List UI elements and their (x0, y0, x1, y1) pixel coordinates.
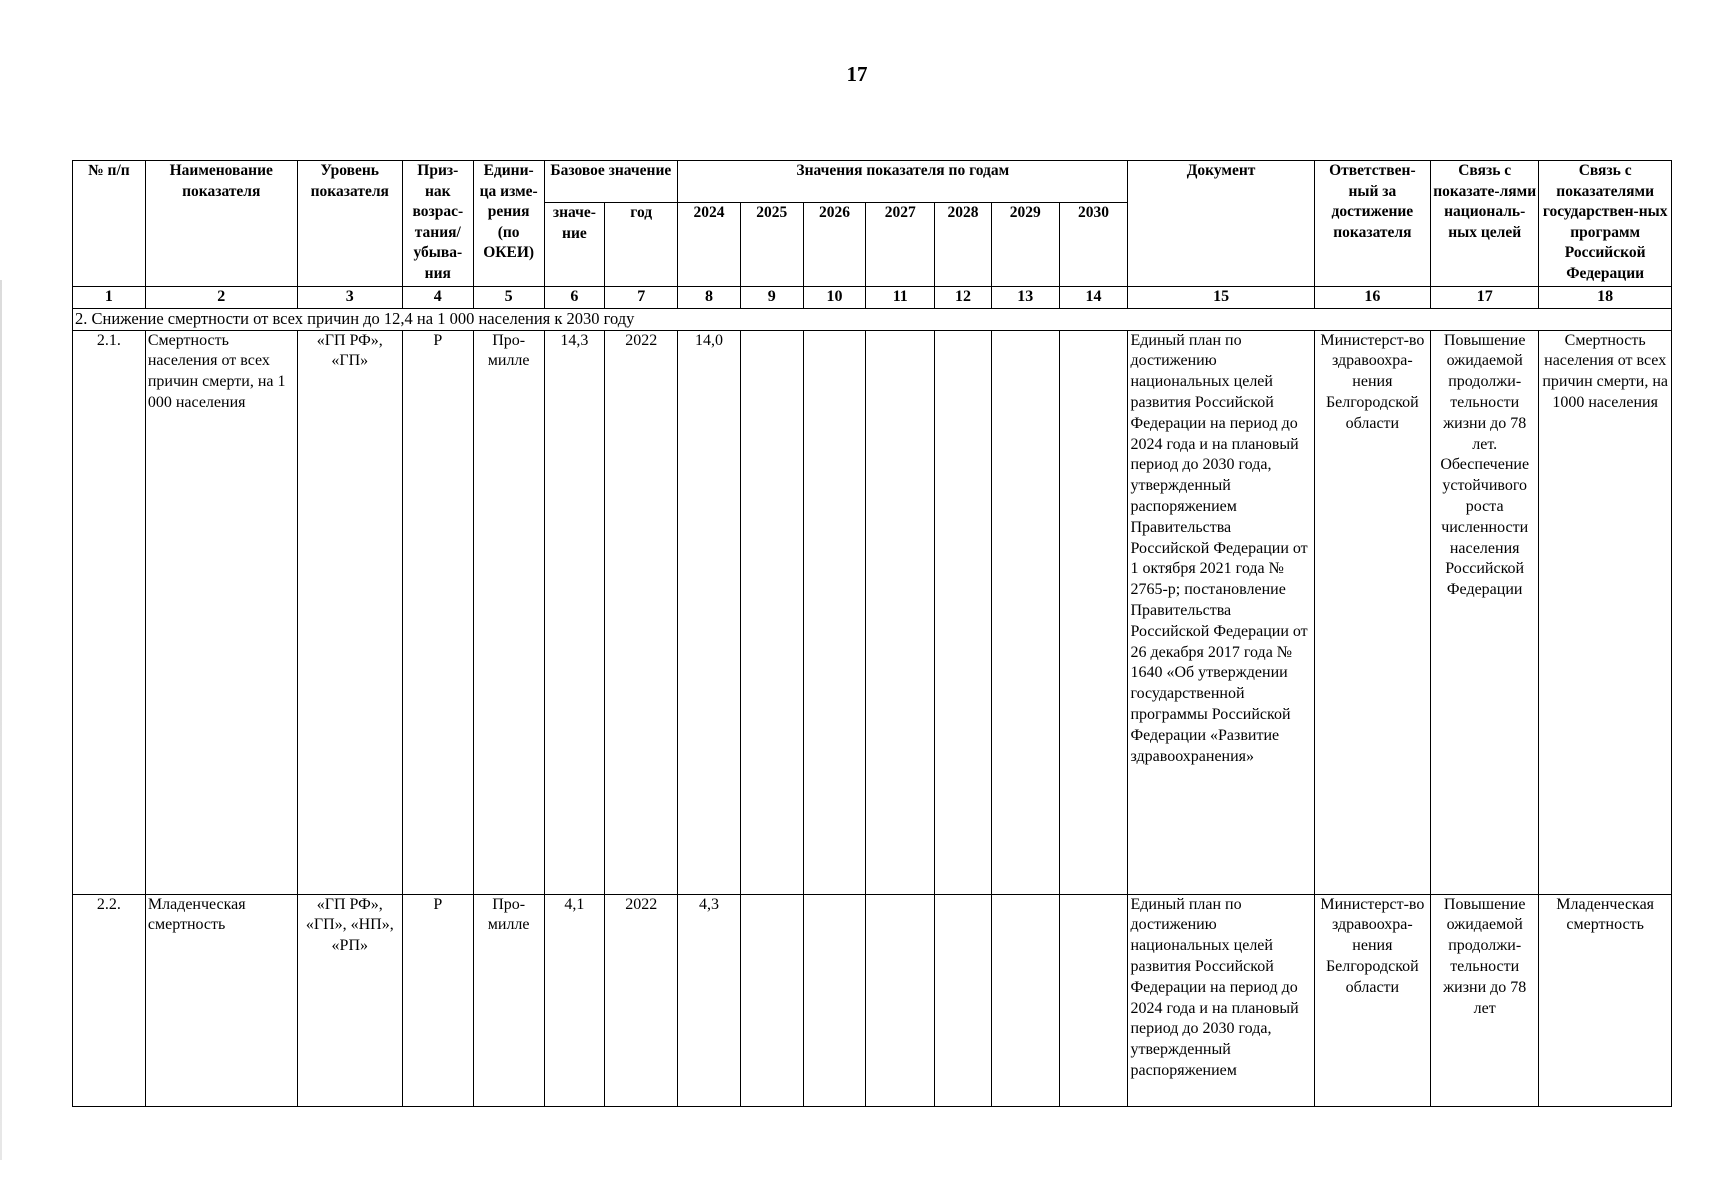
row-unit: Про-милле (473, 894, 544, 1106)
row-base-year: 2022 (605, 330, 678, 894)
column-number: 2 (145, 287, 297, 309)
header-responsible: Ответствен-ный за достижение показателя (1314, 161, 1430, 287)
header-national-goals: Связь с показате-лями националь-ных целей (1431, 161, 1539, 287)
column-number: 13 (991, 287, 1059, 309)
row-base-value: 4,1 (544, 894, 605, 1106)
row-value-2028 (935, 330, 992, 894)
column-number: 6 (544, 287, 605, 309)
header-year-2026: 2026 (803, 203, 866, 287)
scan-edge-shadow (0, 280, 2, 1160)
column-number: 12 (935, 287, 992, 309)
row-value-2028 (935, 894, 992, 1106)
column-number: 9 (740, 287, 803, 309)
row-trend: Р (402, 894, 473, 1106)
column-number: 7 (605, 287, 678, 309)
column-number: 15 (1128, 287, 1314, 309)
table-row (73, 330, 1672, 894)
column-number: 1 (73, 287, 146, 309)
row-value-2026 (803, 894, 866, 1106)
column-number: 3 (297, 287, 402, 309)
row-num: 2.1. (73, 330, 146, 894)
header-num: № п/п (73, 161, 146, 287)
header-trend: Приз-нак возрас-тания/ убыва-ния (402, 161, 473, 287)
column-number: 4 (402, 287, 473, 309)
row-value-2027 (866, 894, 935, 1106)
row-document: Единый план по достижению национальных целей развития Российской Федерации на период до 2024 года и на плановый период до 2030 года, утвержденный распоряжением (1128, 894, 1314, 1106)
row-level: «ГП РФ», «ГП», «НП», «РП» (297, 894, 402, 1106)
header-base-group: Базовое значение (544, 161, 678, 203)
header-name: Наименование показателя (145, 161, 297, 287)
row-name: Младенческая смертность (145, 894, 297, 1106)
row-state-programs: Младенческая смертность (1539, 894, 1672, 1106)
row-state-programs: Смертность населения от всех причин смерти, на 1000 населения (1539, 330, 1672, 894)
row-value-2029 (991, 330, 1059, 894)
column-number: 8 (678, 287, 741, 309)
row-value-2030 (1059, 894, 1128, 1106)
row-value-2025 (740, 330, 803, 894)
row-name: Смертность населения от всех причин смерти, на 1 000 населения (145, 330, 297, 894)
column-number: 14 (1059, 287, 1128, 309)
row-value-2024: 4,3 (678, 894, 741, 1106)
row-value-2027 (866, 330, 935, 894)
section-row (73, 308, 1672, 330)
row-base-year: 2022 (605, 894, 678, 1106)
row-value-2025 (740, 894, 803, 1106)
row-value-2024: 14,0 (678, 330, 741, 894)
column-number: 16 (1314, 287, 1430, 309)
table-row (73, 894, 1672, 1106)
row-value-2030 (1059, 330, 1128, 894)
header-unit: Едини-ца изме-рения (по ОКЕИ) (473, 161, 544, 287)
header-base-year: год (605, 203, 678, 287)
indicators-table (72, 160, 1672, 1107)
section-title: 2. Снижение смертности от всех причин до 12,4 на 1 000 населения к 2030 году (73, 308, 1672, 330)
header-document: Документ (1128, 161, 1314, 287)
column-number-row (73, 287, 1672, 309)
header-years-group: Значения показателя по годам (678, 161, 1128, 203)
row-document: Единый план по достижению национальных целей развития Российской Федерации на период до 2024 года и на плановый период до 2030 года, утвержденный распоряжением Правительства Российской Федерации от 1 октября 2021 года № 2765-р; постановление Правительства Российской Федерации от 26 декабря 2017 года № 1640 «Об утверждении государственной программы Российской Федерации «Развитие здравоохранения» (1128, 330, 1314, 894)
column-number: 11 (866, 287, 935, 309)
column-number: 18 (1539, 287, 1672, 309)
header-state-programs: Связь с показателями государствен-ных программ Российской Федерации (1539, 161, 1672, 287)
header-year-2030: 2030 (1059, 203, 1128, 287)
header-year-2027: 2027 (866, 203, 935, 287)
column-number: 10 (803, 287, 866, 309)
column-number: 5 (473, 287, 544, 309)
row-trend: Р (402, 330, 473, 894)
header-year-2025: 2025 (740, 203, 803, 287)
header-level: Уровень показателя (297, 161, 402, 287)
row-responsible: Министерст-во здравоохра-нения Белгородской области (1314, 330, 1430, 894)
row-national-goals: Повышение ожидаемой продолжи-тельности жизни до 78 лет. Обеспечение устойчивого роста численности населения Российской Федерации (1431, 330, 1539, 894)
page-number: 17 (846, 62, 868, 86)
row-unit: Про-милле (473, 330, 544, 894)
header-base-value: значе-ние (544, 203, 605, 287)
header-year-2024: 2024 (678, 203, 741, 287)
row-national-goals: Повышение ожидаемой продолжи-тельности жизни до 78 лет (1431, 894, 1539, 1106)
row-level: «ГП РФ», «ГП» (297, 330, 402, 894)
row-value-2029 (991, 894, 1059, 1106)
row-base-value: 14,3 (544, 330, 605, 894)
column-number: 17 (1431, 287, 1539, 309)
header-year-2028: 2028 (935, 203, 992, 287)
row-value-2026 (803, 330, 866, 894)
header-year-2029: 2029 (991, 203, 1059, 287)
row-responsible: Министерст-во здравоохра-нения Белгородской области (1314, 894, 1430, 1106)
row-num: 2.2. (73, 894, 146, 1106)
